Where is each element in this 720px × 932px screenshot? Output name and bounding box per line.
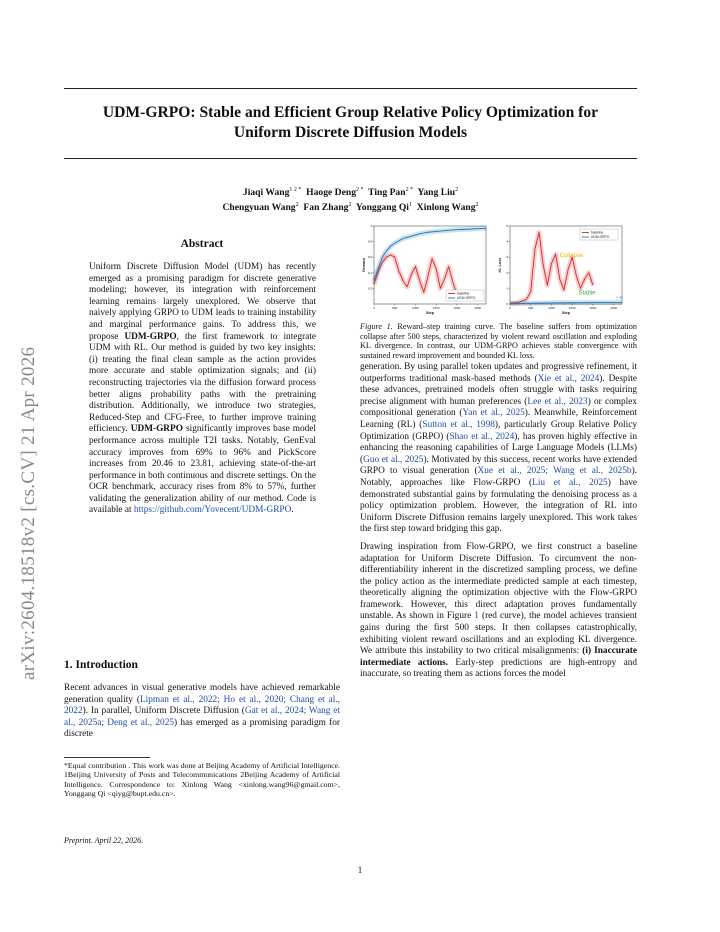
title-line-1: UDM-GRPO: Stable and Efficient Group Relative Policy Optimization for <box>102 104 599 121</box>
arxiv-side-label: arXiv:2604.18518v2 [cs.CV] 21 Apr 2026 <box>18 346 39 680</box>
x-tick-label: 0 <box>509 306 511 310</box>
annotation-stable: Stable <box>578 290 596 297</box>
kl-loss-chart <box>498 224 623 315</box>
legend-label: baseline <box>591 230 604 235</box>
y-tick-label: 5 <box>506 224 508 228</box>
x-axis-label: Step <box>425 311 435 315</box>
reward-chart <box>362 224 486 315</box>
x-tick-label: 500 <box>528 306 534 310</box>
y-tick-label: 1 <box>370 224 372 228</box>
paper-title <box>64 103 637 143</box>
y-axis-label: Reward <box>362 258 366 272</box>
author: Jiaqi Wang$^{1 2 *}$ <box>242 187 302 199</box>
y-tick-label: 2 <box>506 270 508 275</box>
author: Haoge Deng$^{2 *}$ <box>306 187 364 199</box>
x-tick-label: 2500 <box>474 306 482 310</box>
page-number: 1 <box>357 865 363 875</box>
y-tick-label: 0.6 <box>367 255 372 260</box>
citation-link[interactable]: Gat et al., 2024; Wang et al., 2025a; Deng et al., 2025 <box>64 706 340 728</box>
citation-link[interactable]: Lee et al., 2023 <box>527 396 588 407</box>
footnote-rule <box>64 757 150 758</box>
author: Fan Zhang$^2$ <box>303 202 352 214</box>
annotation-final-kl: 0.102 <box>616 295 623 300</box>
y-tick-label: 3 <box>506 255 508 260</box>
author: Chengyuan Wang$^2$ <box>222 202 299 214</box>
title-bottom-rule <box>64 158 637 159</box>
y-tick-label: 0.2 <box>367 286 372 291</box>
figure-1 <box>360 220 637 320</box>
citation-link[interactable]: Yan et al., 2025 <box>462 408 525 419</box>
author-block <box>64 184 637 214</box>
annotation-collapse: Collapse <box>559 253 584 260</box>
title-line-2: Uniform Discrete Diffusion Models <box>233 124 468 141</box>
intro-right-text <box>360 362 637 687</box>
citation-link[interactable]: Shao et al., 2024 <box>449 431 515 442</box>
legend-label: UDM-GRPO <box>457 296 476 301</box>
y-tick-label: 0.4 <box>367 270 372 275</box>
citation-link[interactable]: Xue et al., 2025; Wang et al., 2025b <box>477 466 632 477</box>
x-tick-label: 2500 <box>610 306 618 310</box>
y-tick-label: 1 <box>506 286 508 291</box>
x-tick-label: 2000 <box>453 306 461 310</box>
title-top-rule <box>64 88 637 89</box>
x-tick-label: 1000 <box>412 306 419 310</box>
figure-1-caption: Figure 1. Reward–step training curve. The baseline suffers from optimization collapse after 500 steps, characterized by violent reward oscillation and exploding KL divergence. In contrast, our UDM-GRPO achieves stable convergence with sustained reward improvement and bounded KL loss. <box>360 322 637 360</box>
x-tick-label: 1000 <box>548 306 555 310</box>
x-tick-label: 2000 <box>589 306 597 310</box>
y-axis-label: KL Loss <box>498 257 502 273</box>
citation-link[interactable]: Guo et al., 2025 <box>363 454 424 465</box>
citation-link[interactable]: Lipman et al., 2022; Ho et al., 2020; Chang et al., 2022 <box>64 694 340 717</box>
abstract-body: Uniform Discrete Diffusion Model (UDM) has recently emerged as a promising paradigm for discrete generative modeling; however, its integration with reinforcement learning remains largely unexplored. We observe that naively applying GRPO to UDM leads to training instability and marginal performance gains. To address this, we propose UDM-GRPO, the first framework to integrate UDM with RL. Our method is guided by two key insights: (i) treating the final clean sample as the action provides more accurate and stable optimization signals; and (ii) reconstructing trajectories via the diffusion forward process better aligns probability paths with the pretraining distribution. Additionally, we introduce two strategies, Reduced-Step and CFG-Free, to further improve training efficiency. UDM-GRPO significantly improves base model performance across multiple T2I tasks. Notably, GenEval accuracy improves from 69% to 96% and PickScore increases from 20.46 to 23.81, achieving state-of-the-art performance in both continuous and discrete settings. On the OCR benchmark, accuracy rises from 8% to 57%, further validating the generalization ability of our method. Code is available at https://github.com/Yovecent/UDM-GRPO. <box>89 262 316 516</box>
paragraph: generation. By using parallel token updates and progressive refinement, it outperforms traditional mask-based methods (Xie et al., 2024). Despite these advances, pretrained models often struggle with tasks requiring precise alignment with human preferences (Lee et al., 2023) or complex compositional generation (Yan et al., 2025). Meanwhile, Reinforcement Learning (RL) (Sutton et al., 1998), particularly Group Relative Policy Optimization (GRPO) (Shao et al., 2024), has proven highly effective in enhancing the reasoning capabilities of Large Language Models (LLMs) (Guo et al., 2025). Motivated by this success, recent works have extended GRPO to visual generation (Xue et al., 2025; Wang et al., 2025b). Notably, approaches like Flow-GRPO (Liu et al., 2025) have demonstrated substantial gains by formulating the denoising process as a policy optimization problem. However, the integration of RL into Uniform Discrete Diffusion remains largely unexplored. This work takes the first step toward bridging this gap. <box>360 362 638 535</box>
author: Ting Pan$^{2 *}$ <box>368 187 414 199</box>
x-tick-label: 1500 <box>432 306 440 310</box>
citation-link[interactable]: Xie et al., 2024 <box>537 373 600 384</box>
citation-link[interactable]: Liu et al., 2025 <box>532 477 608 488</box>
section-heading-introduction: 1. Introduction <box>64 659 138 671</box>
y-tick-label: 0.8 <box>367 239 372 244</box>
legend-label: UDM-GRPO <box>591 235 610 240</box>
legend-label: baseline <box>457 291 470 296</box>
author: Yonggang Qi$^1$ <box>355 202 412 214</box>
y-tick-label: 0 <box>506 302 508 306</box>
figure-ref-link[interactable]: 1 <box>474 611 479 622</box>
x-tick-label: 1500 <box>568 306 576 310</box>
code-link[interactable]: https://github.com/Yovecent/UDM-GRPO <box>133 505 292 516</box>
x-tick-label: 500 <box>392 306 398 310</box>
author: Yang Liu$^2$ <box>417 187 459 199</box>
footnote: *Equal contribution . This work was done at Beijing Academy of Artificial Intelligence. 1Beijing University of Posts and Telecommunications 2Beijing Academy of Artificial Intelligence. Correspondence to: Xinlong Wang <xinlong.wang96@gmail.com>, Yonggang Qi <qiyg@bupt.edu.cn>. <box>64 761 340 799</box>
intro-left-text: Recent advances in visual generative models have achieved remarkable generation quality (Lipman et al., 2022; Ho et al., 2020; Chang et al., 2022). In parallel, Uniform Discrete Diffusion (Gat et al., 2024; Wang et al., 2025a; Deng et al., 2025) has emerged as a promising paradigm for discrete <box>64 683 340 740</box>
y-tick-label: 4 <box>506 239 508 244</box>
authors-line-1 <box>64 184 637 199</box>
citation-link[interactable]: Sutton et al., 1998 <box>422 419 495 430</box>
preprint-date: Preprint. April 22, 2026. <box>64 836 144 845</box>
paragraph: Drawing inspiration from Flow-GRPO, we first construct a baseline adaptation for Uniform Discrete Diffusion. To circumvent the non-differentiability inherent in the discretized sampling process, we define the policy action as the intermediate predicted sample at each timestep, theoretically aligning the optimization objective with the Flow-GRPO framework. However, this direct adaptation proves fundamentally unstable. As shown in Figure 1 (red curve), the model achieves transient gains during the first 500 steps. It then collapses catastrophically, exhibiting violent reward oscillations and an exploding KL divergence. We attribute this instability to two critical misalignments: (i) Inaccurate intermediate actions. Early-step predictions are high-entropy and inaccurate, so treating them as actions forces the model <box>360 541 637 680</box>
x-axis-label: Step <box>561 311 571 315</box>
abstract-heading: Abstract <box>180 238 224 250</box>
x-tick-label: 0 <box>373 306 375 310</box>
authors-line-2 <box>64 199 637 214</box>
author: Xinlong Wang$^2$ <box>416 202 479 214</box>
